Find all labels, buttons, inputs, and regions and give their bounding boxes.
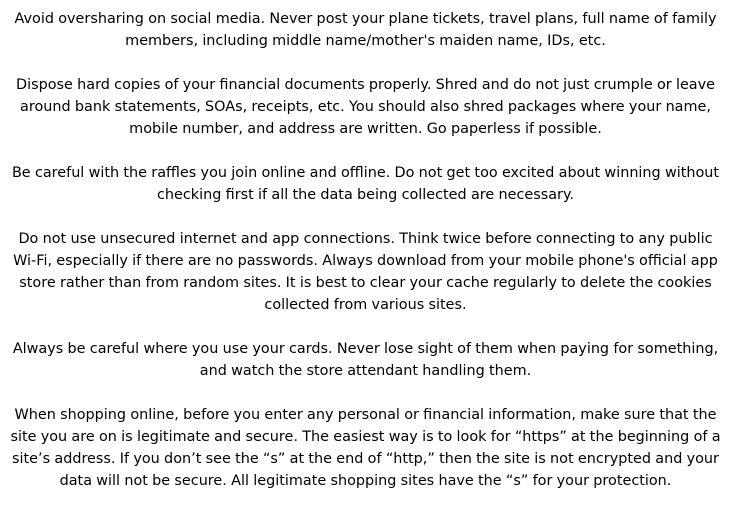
tip-cards: Always be careful where you use your cards. Never lose sight of them when paying for something, and watch the store attendant handling them. (12, 341, 719, 379)
tip-raffles: Be careful with the raffles you join online and offline. Do not get too excited about winning without checking first if all the data being collected are necessary. (11, 165, 720, 203)
tip-online-shopping: When shopping online, before you enter any personal or financial information, make sure that the site you are on is legitimate and secure. The easiest way is to look for “https” at the beginning of a site’s address. If you don’t see the “s” at the end of “http,” then the site is not encrypted and your data will not be secure. All legitimate shopping sites have the “s” for your protection. (10, 407, 721, 489)
tip-dispose-documents: Dispose hard copies of your financial documents properly. Shred and do not just crumple or leave around bank statements, SOAs, receipts, etc. You should also shred packages where your name, mobile number, and address are written. Go paperless if possible. (16, 77, 715, 137)
tip-unsecured-connections: Do not use unsecured internet and app connections. Think twice before connecting to any public Wi-Fi, especially if there are no passwords. Always download from your mobile phone's official app store rather than from random sites. It is best to clear your cache regularly to delete the cookies collected from various sites. (13, 231, 718, 313)
tip-social-media: Avoid oversharing on social media. Never post your plane tickets, travel plans, full name of family members, including middle name/mother's maiden name, IDs, etc. (14, 11, 717, 49)
